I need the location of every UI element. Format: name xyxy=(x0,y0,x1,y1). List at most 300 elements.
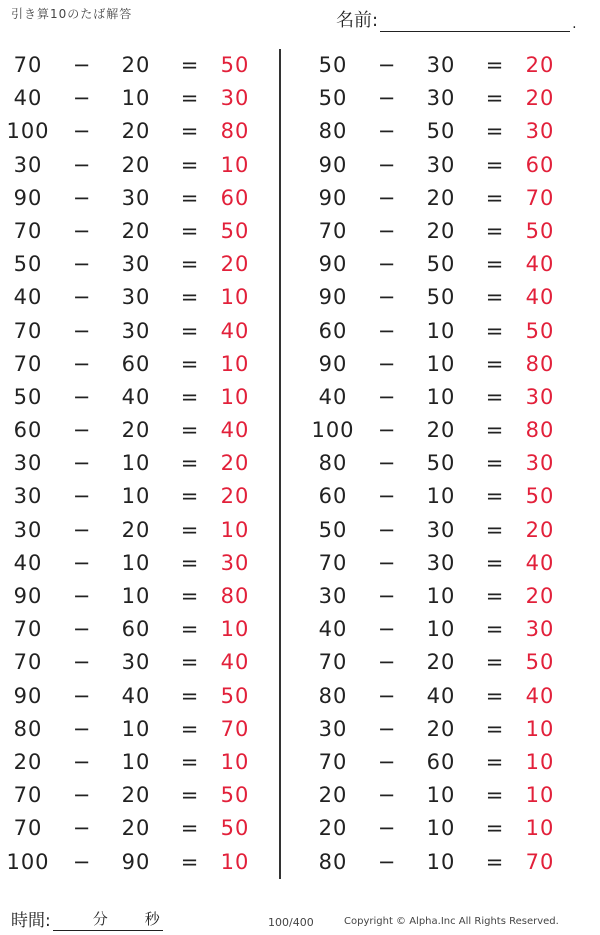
answer: 30 xyxy=(220,86,250,111)
equals-sign: = xyxy=(180,119,200,144)
equals-sign: = xyxy=(485,584,505,608)
answer: 20 xyxy=(525,584,555,608)
answer: 30 xyxy=(525,617,555,642)
subtrahend: 30 xyxy=(121,252,151,277)
answer: 60 xyxy=(220,185,250,210)
answer: 50 xyxy=(525,218,555,243)
equals-sign: = xyxy=(485,351,505,376)
subtrahend: 20 xyxy=(426,716,456,741)
answer: 10 xyxy=(525,783,555,808)
equals-sign: = xyxy=(180,53,200,77)
subtrahend: 20 xyxy=(426,418,456,443)
equals-sign: = xyxy=(485,783,505,808)
minuend: 90 xyxy=(318,185,348,210)
equals-sign: = xyxy=(180,783,200,808)
minus-sign: − xyxy=(72,716,92,741)
equals-sign: = xyxy=(485,318,505,343)
subtrahend: 10 xyxy=(121,584,151,608)
subtrahend: 10 xyxy=(426,484,456,509)
minus-sign: − xyxy=(72,683,92,708)
equals-sign: = xyxy=(485,252,505,277)
minuend: 20 xyxy=(318,783,348,808)
answer: 10 xyxy=(525,716,555,741)
problem-row xyxy=(0,280,270,313)
minus-sign: − xyxy=(377,53,397,77)
equals-sign: = xyxy=(485,119,505,144)
subtrahend: 10 xyxy=(426,849,456,874)
minus-sign: − xyxy=(377,152,397,177)
problem-row xyxy=(305,479,575,512)
minuend: 80 xyxy=(318,683,348,708)
answer: 10 xyxy=(220,849,250,874)
minuend: 80 xyxy=(13,716,43,741)
minus-sign: − xyxy=(72,285,92,310)
subtrahend: 20 xyxy=(426,185,456,210)
minuend: 90 xyxy=(318,285,348,310)
subtrahend: 50 xyxy=(426,285,456,310)
subtrahend: 20 xyxy=(121,218,151,243)
subtrahend: 50 xyxy=(426,451,456,476)
minuend: 30 xyxy=(318,584,348,608)
problem-row xyxy=(305,546,575,579)
problem-row xyxy=(305,380,575,413)
equals-sign: = xyxy=(180,152,200,177)
problem-row xyxy=(0,247,270,280)
subtrahend: 10 xyxy=(426,384,456,409)
minuend: 80 xyxy=(318,849,348,874)
answer: 20 xyxy=(525,517,555,542)
subtrahend: 10 xyxy=(121,484,151,509)
minuend: 40 xyxy=(13,550,43,575)
minuend: 50 xyxy=(318,86,348,111)
answer: 50 xyxy=(220,53,250,77)
problem-row xyxy=(0,214,270,247)
answer: 50 xyxy=(220,783,250,808)
minus-sign: − xyxy=(72,584,92,608)
equals-sign: = xyxy=(180,451,200,476)
equals-sign: = xyxy=(180,418,200,443)
minuend: 40 xyxy=(318,384,348,409)
name-end-mark: . xyxy=(572,16,577,32)
problem-row xyxy=(0,48,270,81)
equals-sign: = xyxy=(485,617,505,642)
minus-sign: − xyxy=(377,683,397,708)
minus-sign: − xyxy=(377,418,397,443)
subtrahend: 50 xyxy=(426,252,456,277)
problem-row xyxy=(0,479,270,512)
equals-sign: = xyxy=(485,86,505,111)
answer: 40 xyxy=(525,550,555,575)
copyright-text: Copyright © Alpha.Inc All Rights Reserved. xyxy=(344,916,559,927)
subtrahend: 60 xyxy=(426,749,456,774)
problem-row xyxy=(0,579,270,612)
problem-row xyxy=(0,513,270,546)
equals-sign: = xyxy=(180,517,200,542)
name-input-line[interactable] xyxy=(380,9,570,32)
sheet-title: 引き算10のたば解答 xyxy=(11,7,133,21)
minus-sign: − xyxy=(72,550,92,575)
minuend: 70 xyxy=(13,218,43,243)
minuend: 90 xyxy=(318,152,348,177)
minus-sign: − xyxy=(377,650,397,675)
minuend: 30 xyxy=(13,517,43,542)
equals-sign: = xyxy=(485,152,505,177)
problem-row xyxy=(305,811,575,844)
minutes-unit: 分 xyxy=(92,910,108,928)
equals-sign: = xyxy=(485,185,505,210)
answer: 40 xyxy=(220,318,250,343)
subtrahend: 20 xyxy=(121,783,151,808)
minuend: 70 xyxy=(318,650,348,675)
subtrahend: 10 xyxy=(426,318,456,343)
answer: 10 xyxy=(220,384,250,409)
answer: 20 xyxy=(220,451,250,476)
minuend: 70 xyxy=(318,749,348,774)
minuend: 100 xyxy=(6,849,50,874)
problem-row xyxy=(305,712,575,745)
problem-row xyxy=(0,845,270,878)
problem-row xyxy=(0,546,270,579)
time-input-line[interactable] xyxy=(53,910,163,931)
equals-sign: = xyxy=(180,318,200,343)
minuend: 60 xyxy=(318,318,348,343)
equals-sign: = xyxy=(485,816,505,841)
column-divider xyxy=(279,49,281,879)
problem-row xyxy=(305,81,575,114)
answer: 10 xyxy=(220,285,250,310)
problem-row xyxy=(305,347,575,380)
minuend: 30 xyxy=(13,152,43,177)
subtrahend: 30 xyxy=(426,152,456,177)
answer: 50 xyxy=(525,650,555,675)
problem-row xyxy=(0,181,270,214)
subtrahend: 40 xyxy=(121,384,151,409)
left-problem-column xyxy=(0,48,270,878)
minus-sign: − xyxy=(377,584,397,608)
minuend: 90 xyxy=(13,683,43,708)
problem-row xyxy=(305,679,575,712)
problem-row xyxy=(305,579,575,612)
subtrahend: 30 xyxy=(121,650,151,675)
problem-row xyxy=(305,413,575,446)
answer: 30 xyxy=(525,119,555,144)
problem-row xyxy=(305,214,575,247)
minuend: 100 xyxy=(311,418,355,443)
answer: 30 xyxy=(525,384,555,409)
minus-sign: − xyxy=(72,218,92,243)
answer: 50 xyxy=(525,484,555,509)
subtrahend: 10 xyxy=(426,816,456,841)
minus-sign: − xyxy=(72,351,92,376)
minuend: 70 xyxy=(13,783,43,808)
minuend: 50 xyxy=(318,517,348,542)
problem-row xyxy=(0,413,270,446)
problem-row xyxy=(305,446,575,479)
minuend: 90 xyxy=(318,351,348,376)
subtrahend: 90 xyxy=(121,849,151,874)
minus-sign: − xyxy=(72,318,92,343)
problem-row xyxy=(0,446,270,479)
minus-sign: − xyxy=(377,484,397,509)
minus-sign: − xyxy=(377,783,397,808)
equals-sign: = xyxy=(180,650,200,675)
subtrahend: 10 xyxy=(426,617,456,642)
subtrahend: 20 xyxy=(426,218,456,243)
problem-row xyxy=(305,48,575,81)
subtrahend: 30 xyxy=(121,185,151,210)
minus-sign: − xyxy=(72,849,92,874)
answer: 20 xyxy=(220,252,250,277)
minus-sign: − xyxy=(72,816,92,841)
minus-sign: − xyxy=(377,218,397,243)
minus-sign: − xyxy=(377,716,397,741)
answer: 50 xyxy=(220,816,250,841)
answer: 40 xyxy=(525,683,555,708)
equals-sign: = xyxy=(485,53,505,77)
minuend: 40 xyxy=(318,617,348,642)
subtrahend: 20 xyxy=(426,650,456,675)
minuend: 70 xyxy=(318,218,348,243)
subtrahend: 30 xyxy=(426,517,456,542)
minus-sign: − xyxy=(377,285,397,310)
minus-sign: − xyxy=(72,650,92,675)
subtrahend: 10 xyxy=(121,716,151,741)
minus-sign: − xyxy=(377,252,397,277)
equals-sign: = xyxy=(180,218,200,243)
subtrahend: 60 xyxy=(121,617,151,642)
problem-row xyxy=(0,645,270,678)
problem-row xyxy=(0,745,270,778)
subtrahend: 10 xyxy=(121,550,151,575)
equals-sign: = xyxy=(180,550,200,575)
answer: 80 xyxy=(220,584,250,608)
subtrahend: 30 xyxy=(121,318,151,343)
problem-row xyxy=(305,612,575,645)
minus-sign: − xyxy=(377,318,397,343)
problem-row xyxy=(0,380,270,413)
minus-sign: − xyxy=(377,185,397,210)
subtrahend: 20 xyxy=(121,816,151,841)
answer: 50 xyxy=(525,318,555,343)
minuend: 30 xyxy=(318,716,348,741)
equals-sign: = xyxy=(180,584,200,608)
answer: 10 xyxy=(525,749,555,774)
subtrahend: 20 xyxy=(121,152,151,177)
subtrahend: 10 xyxy=(426,584,456,608)
minuend: 40 xyxy=(13,86,43,111)
equals-sign: = xyxy=(180,716,200,741)
problem-row xyxy=(305,314,575,347)
equals-sign: = xyxy=(485,650,505,675)
problem-row xyxy=(0,347,270,380)
minus-sign: − xyxy=(377,749,397,774)
subtrahend: 60 xyxy=(121,351,151,376)
equals-sign: = xyxy=(180,617,200,642)
subtrahend: 10 xyxy=(121,86,151,111)
subtrahend: 30 xyxy=(121,285,151,310)
minus-sign: − xyxy=(72,384,92,409)
problem-row xyxy=(0,778,270,811)
time-label: 時間: xyxy=(11,911,51,931)
minus-sign: − xyxy=(72,617,92,642)
minus-sign: − xyxy=(377,384,397,409)
right-problem-column xyxy=(305,48,575,878)
subtrahend: 20 xyxy=(121,418,151,443)
answer: 30 xyxy=(525,451,555,476)
problem-row xyxy=(305,745,575,778)
subtrahend: 10 xyxy=(426,351,456,376)
equals-sign: = xyxy=(180,849,200,874)
subtrahend: 10 xyxy=(121,451,151,476)
subtrahend: 10 xyxy=(121,749,151,774)
answer: 70 xyxy=(525,185,555,210)
subtrahend: 30 xyxy=(426,53,456,77)
minuend: 70 xyxy=(13,650,43,675)
minus-sign: − xyxy=(72,783,92,808)
minuend: 40 xyxy=(13,285,43,310)
equals-sign: = xyxy=(180,86,200,111)
minus-sign: − xyxy=(377,517,397,542)
problem-row xyxy=(0,314,270,347)
equals-sign: = xyxy=(485,218,505,243)
equals-sign: = xyxy=(485,849,505,874)
minus-sign: − xyxy=(72,185,92,210)
subtrahend: 40 xyxy=(426,683,456,708)
answer: 70 xyxy=(525,849,555,874)
name-field xyxy=(336,6,577,32)
equals-sign: = xyxy=(485,285,505,310)
problem-row xyxy=(0,811,270,844)
equals-sign: = xyxy=(485,749,505,774)
equals-sign: = xyxy=(180,351,200,376)
minuend: 50 xyxy=(318,53,348,77)
problem-row xyxy=(305,645,575,678)
minuend: 80 xyxy=(318,451,348,476)
problem-row xyxy=(305,280,575,313)
minus-sign: − xyxy=(72,517,92,542)
subtrahend: 30 xyxy=(426,86,456,111)
subtrahend: 10 xyxy=(426,783,456,808)
minuend: 30 xyxy=(13,451,43,476)
minuend: 30 xyxy=(13,484,43,509)
equals-sign: = xyxy=(485,683,505,708)
minuend: 60 xyxy=(13,418,43,443)
problem-row xyxy=(0,148,270,181)
answer: 50 xyxy=(220,218,250,243)
subtrahend: 20 xyxy=(121,517,151,542)
minuend: 70 xyxy=(318,550,348,575)
answer: 50 xyxy=(220,683,250,708)
problem-row xyxy=(305,181,575,214)
answer: 40 xyxy=(220,418,250,443)
answer: 60 xyxy=(525,152,555,177)
minus-sign: − xyxy=(72,418,92,443)
equals-sign: = xyxy=(180,285,200,310)
answer: 20 xyxy=(525,53,555,77)
problem-row xyxy=(0,114,270,147)
equals-sign: = xyxy=(485,451,505,476)
minuend: 90 xyxy=(318,252,348,277)
minuend: 60 xyxy=(318,484,348,509)
problem-row xyxy=(0,679,270,712)
minuend: 70 xyxy=(13,53,43,77)
equals-sign: = xyxy=(485,418,505,443)
minus-sign: − xyxy=(377,451,397,476)
answer: 80 xyxy=(220,119,250,144)
answer: 10 xyxy=(220,617,250,642)
minuend: 50 xyxy=(13,252,43,277)
minus-sign: − xyxy=(377,86,397,111)
minuend: 80 xyxy=(318,119,348,144)
answer: 10 xyxy=(220,517,250,542)
minuend: 70 xyxy=(13,351,43,376)
subtrahend: 20 xyxy=(121,53,151,77)
minus-sign: − xyxy=(72,53,92,77)
minus-sign: − xyxy=(377,617,397,642)
equals-sign: = xyxy=(180,816,200,841)
problem-row xyxy=(305,148,575,181)
problem-row xyxy=(305,513,575,546)
equals-sign: = xyxy=(485,550,505,575)
answer: 20 xyxy=(525,86,555,111)
answer: 80 xyxy=(525,351,555,376)
page-count: 100/400 xyxy=(268,916,314,929)
equals-sign: = xyxy=(485,716,505,741)
minus-sign: − xyxy=(377,351,397,376)
subtrahend: 50 xyxy=(426,119,456,144)
minus-sign: − xyxy=(72,749,92,774)
minuend: 100 xyxy=(6,119,50,144)
time-field xyxy=(11,906,163,931)
minus-sign: − xyxy=(72,119,92,144)
minus-sign: − xyxy=(377,849,397,874)
minus-sign: − xyxy=(72,484,92,509)
equals-sign: = xyxy=(180,185,200,210)
problem-row xyxy=(0,81,270,114)
answer: 30 xyxy=(220,550,250,575)
problem-row xyxy=(0,712,270,745)
equals-sign: = xyxy=(180,749,200,774)
problem-row xyxy=(305,247,575,280)
equals-sign: = xyxy=(485,517,505,542)
minuend: 70 xyxy=(13,617,43,642)
answer: 10 xyxy=(220,152,250,177)
minuend: 50 xyxy=(13,384,43,409)
answer: 20 xyxy=(220,484,250,509)
subtrahend: 30 xyxy=(426,550,456,575)
minuend: 70 xyxy=(13,318,43,343)
minuend: 90 xyxy=(13,584,43,608)
problem-row xyxy=(305,845,575,878)
equals-sign: = xyxy=(485,484,505,509)
problem-row xyxy=(305,778,575,811)
answer: 10 xyxy=(220,351,250,376)
equals-sign: = xyxy=(180,683,200,708)
answer: 10 xyxy=(525,816,555,841)
seconds-unit: 秒 xyxy=(144,910,160,928)
minus-sign: − xyxy=(377,816,397,841)
minuend: 20 xyxy=(13,749,43,774)
minus-sign: − xyxy=(72,152,92,177)
minus-sign: − xyxy=(72,451,92,476)
problem-row xyxy=(0,612,270,645)
name-label: 名前: xyxy=(336,10,379,31)
minuend: 90 xyxy=(13,185,43,210)
minuend: 70 xyxy=(13,816,43,841)
answer: 40 xyxy=(525,252,555,277)
answer: 70 xyxy=(220,716,250,741)
answer: 40 xyxy=(220,650,250,675)
